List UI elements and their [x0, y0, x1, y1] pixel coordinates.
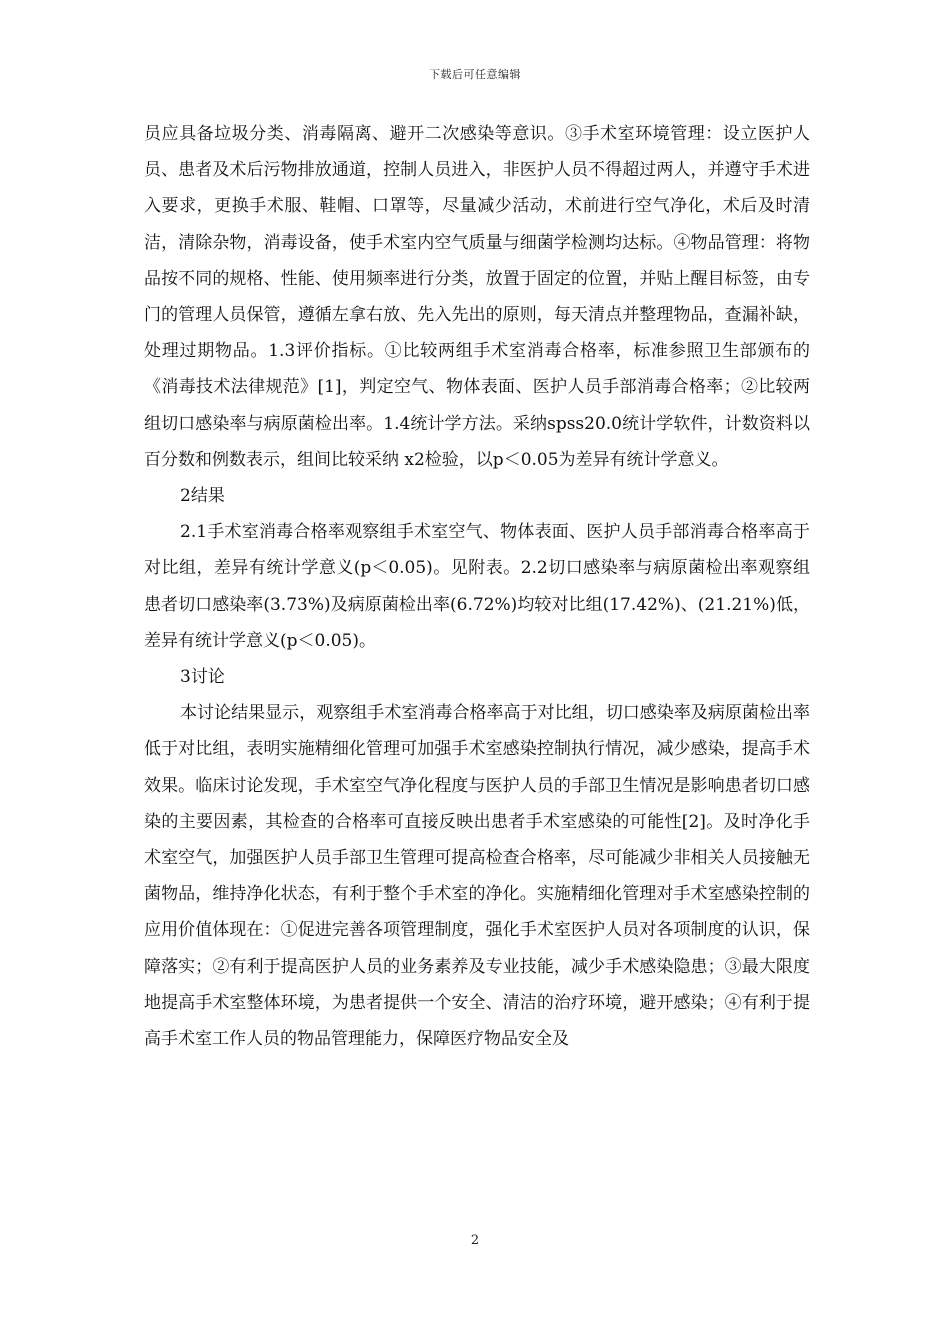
page-header: 下载后可任意编辑	[429, 68, 521, 81]
paragraph-methods-continued: 员应具备垃圾分类、消毒隔离、避开二次感染等意识。③手术室环境管理：设立医护人员、患者及术后污物排放通道，控制人员进入，非医护人员不得超过两人，并遵守手术进入要求，更换手术服、鞋帽、口罩等，尽量减少活动，术前进行空气净化，术后及时清洁，清除杂物，消毒设备，使手术室内空气质量与细菌学检测均达标。④物品管理：将物品按不同的规格、性能、使用频率进行分类，放置于固定的位置，并贴上醒目标签，由专门的管理人员保管，遵循左拿右放、先入先出的原则，每天清点并整理物品，查漏补缺，处理过期物品。1.3评价指标。①比较两组手术室消毒合格率，标准参照卫生部颁布的《消毒技术法律规范》[1]，判定空气、物体表面、医护人员手部消毒合格率；②比较两组切口感染率与病原菌检出率。1.4统计学方法。采纳spss20.0统计学软件，计数资料以百分数和例数表示，组间比较采纳 x2检验，以p＜0.05为差异有统计学意义。	[144, 124, 810, 470]
section-heading-discussion: 3讨论	[180, 667, 225, 688]
paragraph-results: 2.1手术室消毒合格率观察组手术室空气、物体表面、医护人员手部消毒合格率高于对比组，差异有统计学意义(p＜0.05)。见附表。2.2切口感染率与病原菌检出率观察组患者切口感染率(3.73%)及病原菌检出率(6.72%)均较对比组(17.42%)、(21.21%)低，差异有统计学意义(p＜0.05)。	[144, 522, 810, 651]
page-number: 2	[470, 1233, 480, 1248]
paragraph-discussion: 本讨论结果显示，观察组手术室消毒合格率高于对比组，切口感染率及病原菌检出率低于对比组，表明实施精细化管理可加强手术室感染控制执行情况，减少感染，提高手术效果。临床讨论发现，手术室空气净化程度与医护人员的手部卫生情况是影响患者切口感染的主要因素，其检查的合格率可直接反映出患者手术室感染的可能性[2]。及时净化手术室空气，加强医护人员手部卫生管理可提高检查合格率，尽可能减少非相关人员接触无菌物品，维持净化状态，有利于整个手术室的净化。实施精细化管理对手术室感染控制的应用价值体现在：①促进完善各项管理制度，强化手术室医护人员对各项制度的认识，保障落实；②有利于提高医护人员的业务素养及专业技能，减少手术感染隐患；③最大限度地提高手术室整体环境，为患者提供一个安全、清洁的治疗环境，避开感染；④有利于提高手术室工作人员的物品管理能力，保障医疗物品安全及	[144, 703, 810, 1050]
section-heading-results: 2结果	[180, 486, 225, 507]
document-body	[144, 116, 810, 1057]
